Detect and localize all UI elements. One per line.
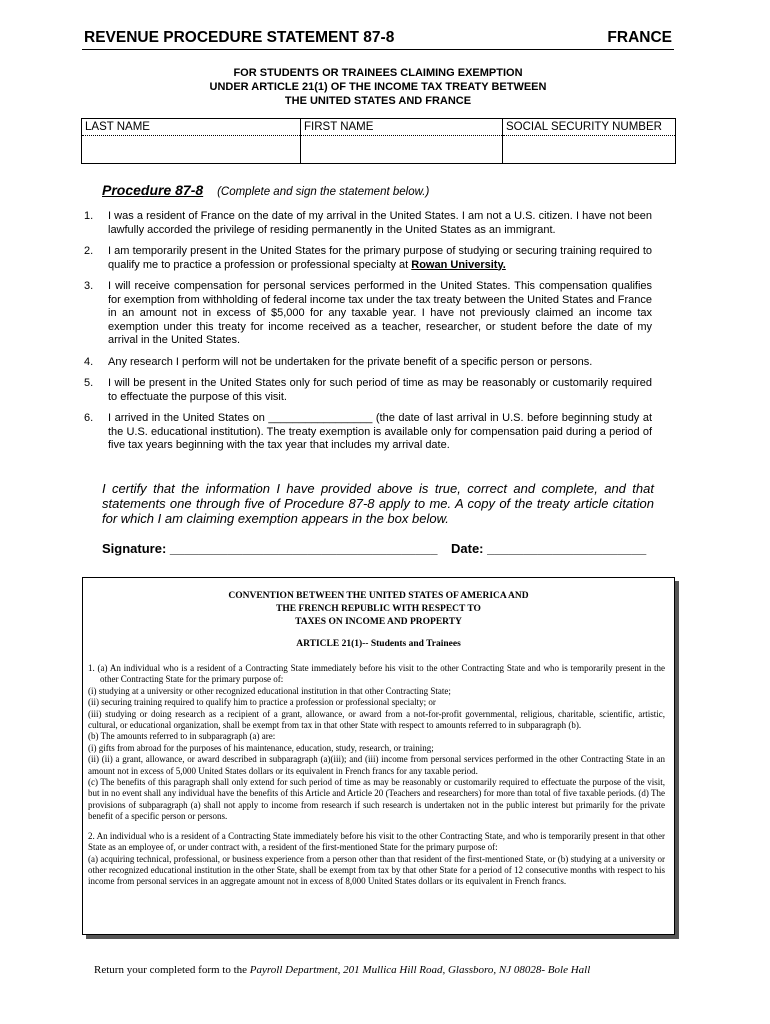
certification-text: I certify that the information I have provided above is true, correct and complete, and that statements one through five of Procedure 87-8 apply to me. A copy of the treaty article citation for which I am claiming exemption appears in the box below. — [102, 481, 654, 526]
statement-text: Any research I perform will not be undertaken for the private benefit of a specific person or persons. — [108, 355, 593, 368]
statement-number: 6. — [84, 412, 94, 424]
univ-link: Rowan University. — [411, 258, 506, 271]
procedure-instruction: (Complete and sign the statement below.) — [217, 186, 430, 198]
signature-field[interactable]: _____________________________________ — [169, 541, 438, 556]
subtitle-line-3: THE UNITED STATES AND FRANCE — [284, 95, 472, 107]
treaty-paragraph: (iii) studying or doing research as a recipient of a grant, allowance, or award from a not-for-profit governmental, religious, charitable, scientific, artistic, cultural, or educational organization, shall be exempt from tax in that other State with respect to amounts referred to in subparagraph (b). — [88, 708, 665, 731]
convention-title — [83, 590, 674, 629]
subtitle-line-1: FOR STUDENTS OR TRAINEES CLAIMING EXEMPTION — [233, 67, 523, 79]
statement-text: I arrived in the United States on _________________ (the date of last arrival in U.S. before beginning study at the U.S. educational institution). The treaty exemption is available only for compensation paid during a period of five tax years beginning with the tax year that includes my arrival date. — [108, 412, 652, 451]
treaty-paragraph: (i) studying at a university or other recognized educational institution in that other Contracting State; — [88, 685, 451, 696]
statement-list — [82, 210, 652, 453]
treaty-paragraph: (c) The benefits of this paragraph shall only extend for such period of time as may be reasonably or customarily required to effectuate the purpose of the visit, but in no event shall any individual have the benefits of this Article and Article 20 (Teachers and researchers) for more than total of five taxable periods. (d) The provisions of subparagraph (a) shall not apply to income from research if such research is undertaken not in the public interest but primarily for the private benefit of a specific person or persons. — [88, 777, 665, 822]
subtitle-line-2: UNDER ARTICLE 21(1) OF THE INCOME TAX TREATY BETWEEN — [209, 81, 547, 93]
statement-number: 5. — [84, 377, 94, 389]
statement-item — [82, 377, 652, 404]
country-label: FRANCE — [607, 29, 672, 46]
ssn-cell — [503, 119, 676, 164]
ssn-label: SOCIAL SECURITY NUMBER — [503, 119, 675, 136]
procedure-heading — [102, 182, 429, 198]
return-instructions — [94, 964, 590, 976]
statement-number: 3. — [84, 280, 94, 292]
statement-number: 4. — [84, 355, 94, 368]
treaty-body — [88, 663, 665, 888]
date-row — [451, 541, 646, 556]
signature-label: Signature: — [102, 541, 167, 556]
statement-number: 1. — [84, 210, 94, 222]
treaty-box — [82, 577, 675, 935]
form-title: REVENUE PROCEDURE STATEMENT 87-8 — [84, 29, 395, 46]
treaty-paragraph: (ii) securing training required to qualify him to practice a profession or professional specialty; or — [88, 697, 436, 708]
last-name-field[interactable] — [82, 136, 300, 163]
treaty-paragraph: (a) acquiring technical, professional, or business experience from a person other than that resident of the first-mentioned State, or (b) studying at a university or other recognized educational institution in the other State, shall be exempt from tax by that other State for a period of 12 consecutive months with respect to his income from personal services in an aggregate amount not in excess of 8,000 United States dollars or its equivalent in French francs. — [88, 853, 665, 887]
first-name-cell — [301, 119, 503, 164]
treaty-paragraph: 1. (a) An individual who is a resident of a Contracting State immediately before his visit to the other Contracting State and who is temporarily present in the other Contracting State for the primary purpose of: — [88, 663, 665, 685]
statement-number: 2. — [84, 245, 94, 257]
treaty-paragraph: 2. An individual who is a resident of a Contracting State immediately before his visit to the other Contracting State, and who is temporarily present in that other State as an employee of, or under contract with, a resident of the first-mentioned State for the primary purpose of: — [88, 830, 665, 853]
first-name-label: FIRST NAME — [301, 119, 502, 136]
form-subtitle — [82, 66, 674, 108]
statement-text: I was a resident of France on the date of my arrival in the United States. I am not a U.S. citizen. I have not been lawfully accorded the privilege of residing permanently in the United States as an immigrant. — [108, 210, 652, 236]
convention-title-line-2: THE FRENCH REPUBLIC WITH RESPECT TO — [276, 604, 481, 614]
last-name-cell — [82, 119, 301, 164]
treaty-paragraph: (i) gifts from abroad for the purposes of his maintenance, education, study, research, or training; — [88, 742, 434, 753]
statement-text: I will receive compensation for personal services performed in the United States. This compensation qualifies for exemption from withholding of federal income tax under the tax treaty between the United States and France in an amount not in excess of $5,000 for any taxable year. I have not previously claimed an income tax exemption under this treaty for income received as a teacher, researcher, or student before the date of my arrival in the United States. — [108, 280, 652, 346]
procedure-title: Procedure 87-8 — [102, 182, 204, 198]
ssn-field[interactable] — [503, 136, 675, 163]
statement-item — [82, 245, 652, 272]
last-name-label: LAST NAME — [82, 119, 300, 136]
article-heading: ARTICLE 21(1)-- Students and Trainees — [296, 639, 461, 649]
statement-item — [82, 280, 652, 348]
signature-row — [102, 541, 437, 556]
form-header — [82, 29, 674, 50]
convention-title-line-1: CONVENTION BETWEEN THE UNITED STATES OF AMERICA AND — [228, 591, 529, 601]
return-address: Payroll Department, 201 Mullica Hill Road, Glassboro, NJ 08028- Bole Hall — [249, 964, 591, 976]
statement-item — [82, 210, 652, 237]
treaty-paragraph: (ii) (ii) a grant, allowance, or award described in subparagraph (a)(iii); and (iii) income from personal services performed in the other Contracting State in an amount not in excess of 5,000 United States dollars or its equivalent in French francs for any taxable period. — [88, 754, 665, 776]
name-fields-table — [81, 118, 676, 164]
date-label: Date: — [451, 541, 484, 556]
statement-item — [82, 412, 652, 453]
statement-item — [82, 356, 652, 370]
return-prefix: Return your completed form to the — [94, 964, 250, 976]
first-name-field[interactable] — [301, 136, 502, 163]
date-field[interactable]: ______________________ — [487, 541, 647, 556]
statement-text: I am temporarily present in the United States for the primary purpose of studying or securing training required to qualify me to practice a profession or professional specialty at — [108, 245, 652, 271]
statement-text: I will be present in the United States only for such period of time as may be reasonably or customarily required to effectuate the purpose of this visit. — [108, 377, 652, 403]
treaty-paragraph: (b) The amounts referred to in subparagraph (a) are: — [88, 731, 276, 742]
convention-title-line-3: TAXES ON INCOME AND PROPERTY — [295, 617, 462, 627]
